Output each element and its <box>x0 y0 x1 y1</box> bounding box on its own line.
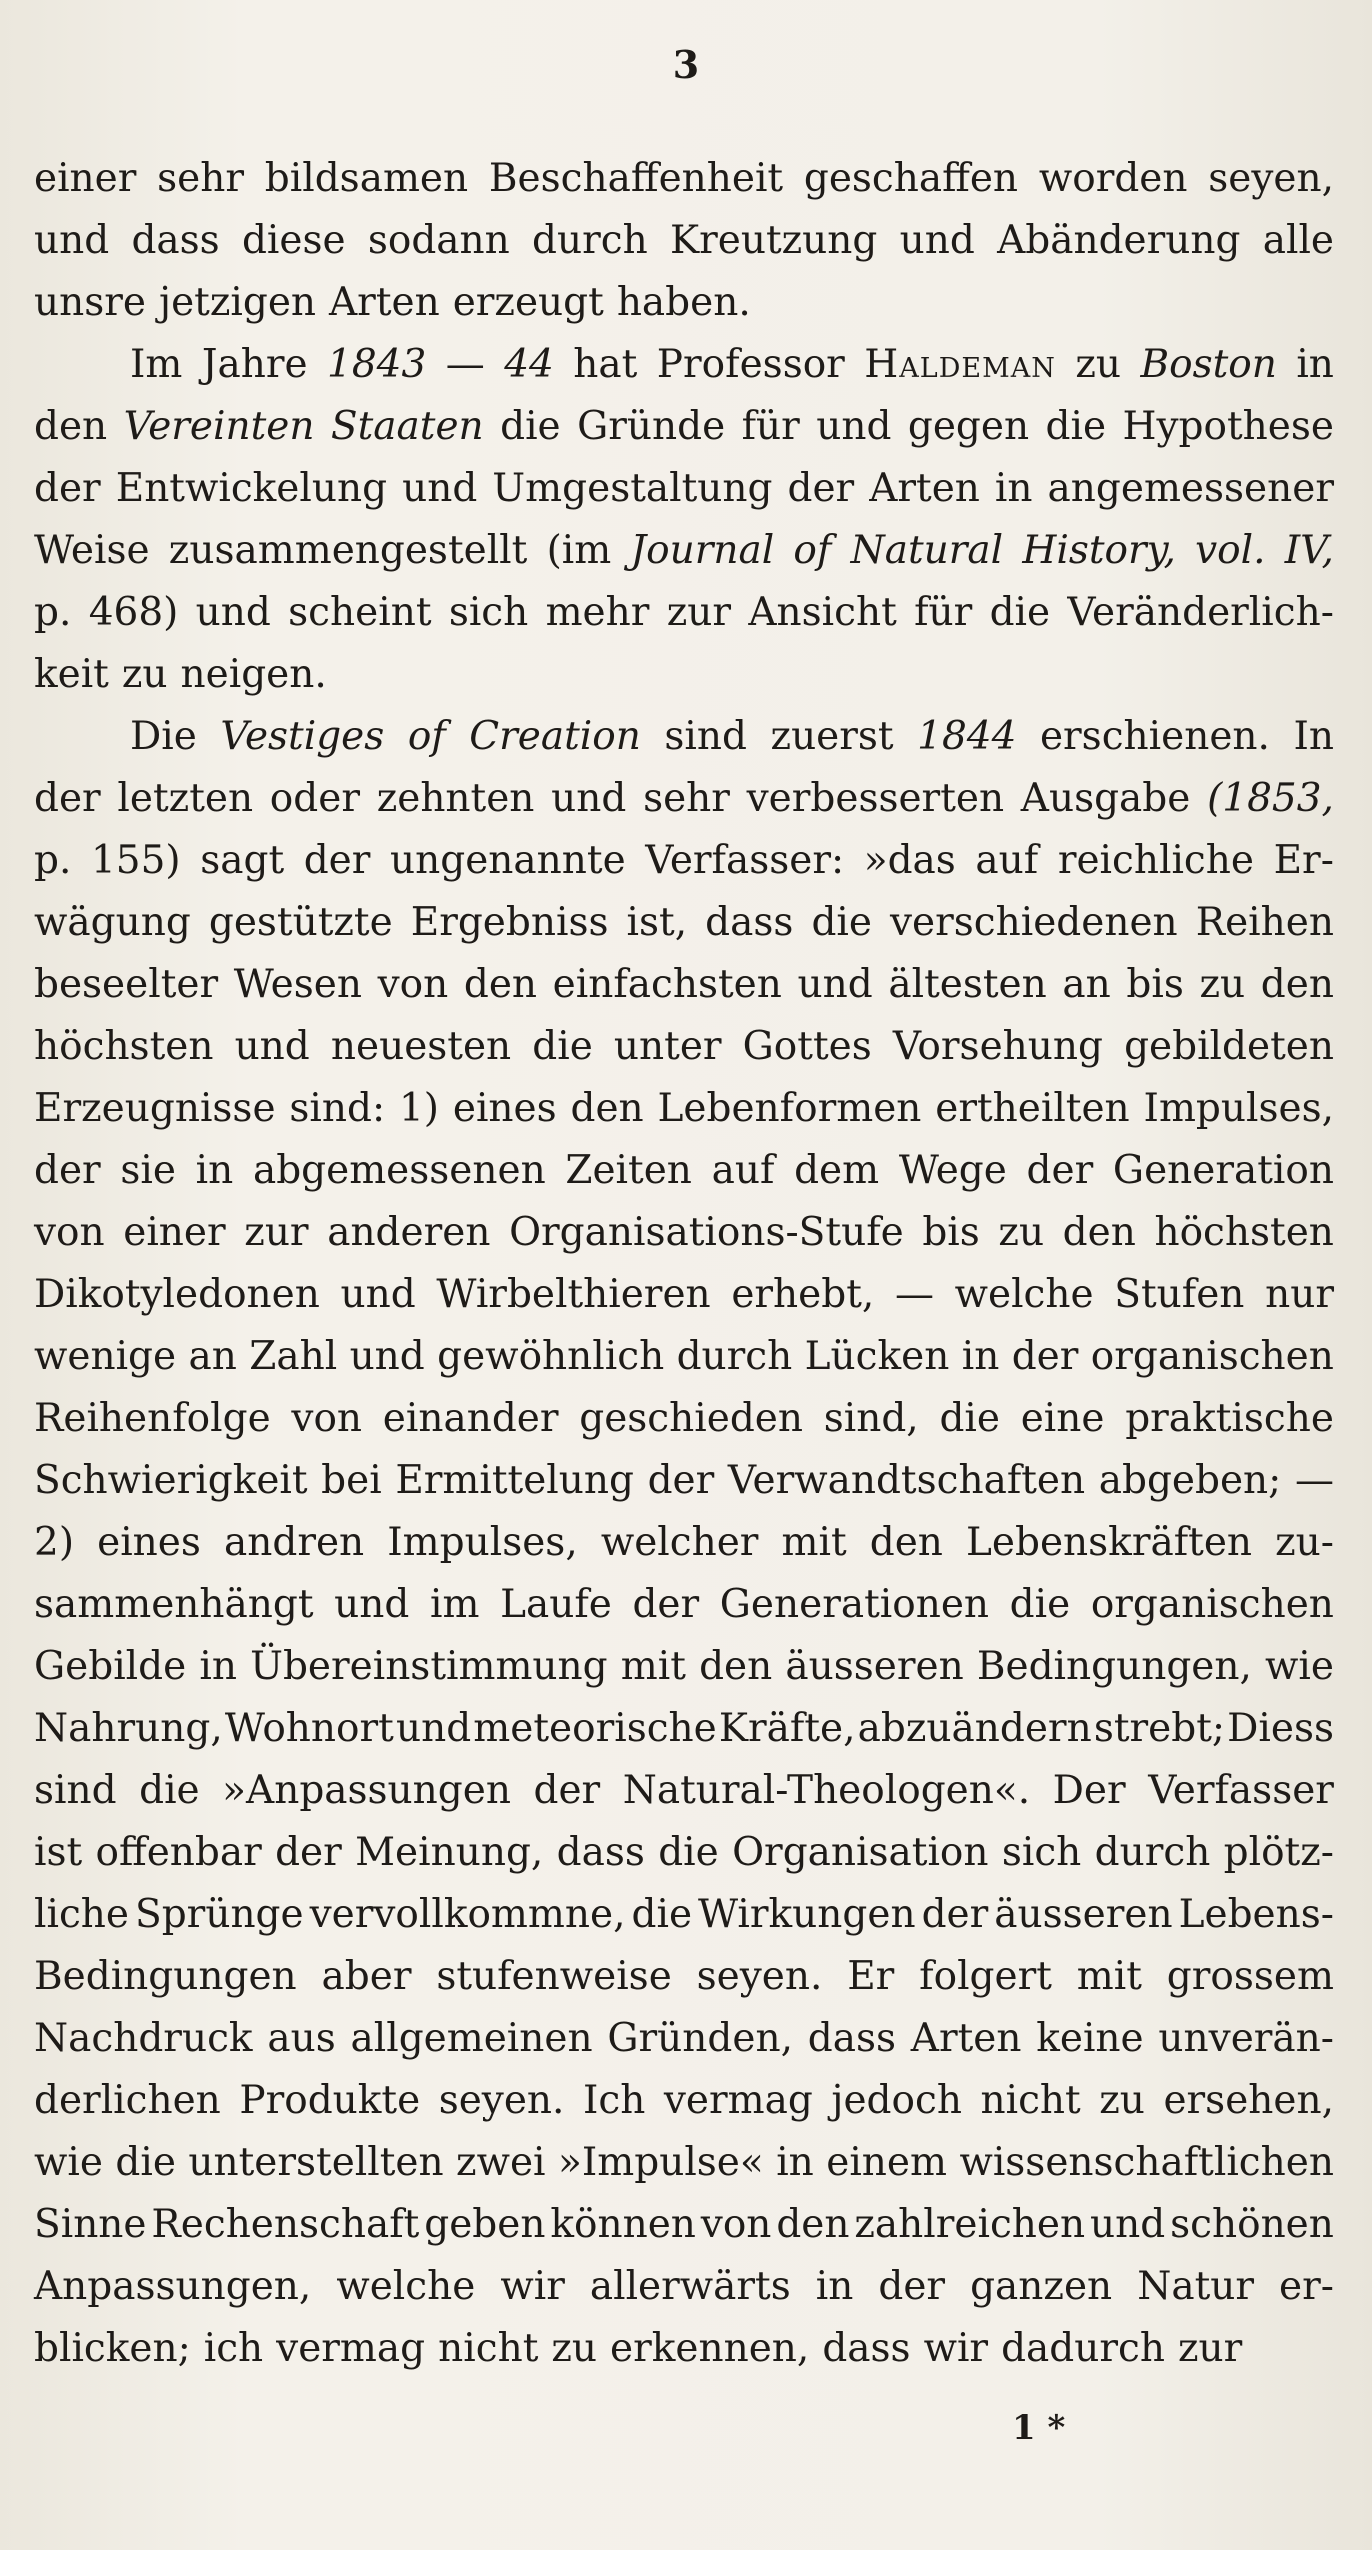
text-line: wenige an Zahl und gewöhnlich durch Lücken in der organischen <box>34 1334 1334 1379</box>
text-line: unsre jetzigen Arten erzeugt haben. <box>34 280 751 325</box>
text-line: liche Sprünge vervollkommne, die Wirkungen der äusseren Lebens- <box>34 1892 1334 1937</box>
text-line: beseelter Wesen von den einfachsten und ältesten an bis zu den <box>34 962 1334 1007</box>
text-line: p. 155) sagt der ungenannte Verfasser: »das auf reichliche Er- <box>34 838 1334 883</box>
text-line: Im Jahre 1843 — 44 hat Professor Haldeman zu Boston in <box>130 342 1334 387</box>
text-line: Reihenfolge von einander geschieden sind, die eine praktische <box>34 1396 1334 1441</box>
text-line: der sie in abgemessenen Zeiten auf dem Wege der Generation <box>34 1148 1334 1193</box>
text-line: wie die unterstellten zwei »Impulse« in einem wissenschaftlichen <box>34 2140 1334 2185</box>
text-line: einer sehr bildsamen Beschaffenheit geschaffen worden seyen, <box>34 156 1334 201</box>
text-line: Nahrung, Wohnort und meteorische Kräfte, abzuändern strebt; Diess <box>34 1706 1334 1751</box>
text-line: Sinne Rechenschaft geben können von den zahlreichen und schönen <box>34 2202 1334 2247</box>
text-line: ist offenbar der Meinung, dass die Organisation sich durch plötz- <box>34 1830 1334 1875</box>
text-line: höchsten und neuesten die unter Gottes Vorsehung gebildeten <box>34 1024 1334 1069</box>
text-line: Schwierigkeit bei Ermittelung der Verwandtschaften abgeben; — <box>34 1458 1334 1503</box>
text-line: der Entwickelung und Umgestaltung der Arten in angemessener <box>34 466 1334 511</box>
text-line: von einer zur anderen Organisations-Stufe bis zu den höchsten <box>34 1210 1334 1255</box>
text-line: keit zu neigen. <box>34 652 327 697</box>
text-line: den Vereinten Staaten die Gründe für und gegen die Hypothese <box>34 404 1334 449</box>
text-line: blicken; ich vermag nicht zu erkennen, dass wir dadurch zur <box>34 2326 1243 2371</box>
text-line: Dikotyledonen und Wirbelthieren erhebt, — welche Stufen nur <box>34 1272 1334 1317</box>
text-line: wägung gestützte Ergebniss ist, dass die verschiedenen Reihen <box>34 900 1334 945</box>
text-line: Erzeugnisse sind: 1) eines den Lebenformen ertheilten Impulses, <box>34 1086 1334 1131</box>
text-line: der letzten oder zehnten und sehr verbesserten Ausgabe (1853, <box>34 776 1334 821</box>
text-line: und dass diese sodann durch Kreutzung und Abänderung alle <box>34 218 1334 263</box>
text-line: Weise zusammengestellt (im Journal of Natural History, vol. IV, <box>34 528 1334 573</box>
signature-mark: 1 * <box>1012 2408 1066 2448</box>
text-line: Anpassungen, welche wir allerwärts in der ganzen Natur er- <box>34 2264 1334 2309</box>
text-line: p. 468) und scheint sich mehr zur Ansicht für die Veränderlich- <box>34 590 1334 635</box>
text-line: Bedingungen aber stufenweise seyen. Er folgert mit grossem <box>34 1954 1334 1999</box>
text-line: sammenhängt und im Laufe der Generationen die organischen <box>34 1582 1334 1627</box>
text-line: Die Vestiges of Creation sind zuerst 1844 erschienen. In <box>130 714 1334 759</box>
text-line: Gebilde in Übereinstimmung mit den äusseren Bedingungen, wie <box>34 1644 1334 1689</box>
text-line: sind die »Anpassungen der Natural-Theologen«. Der Verfasser <box>34 1768 1334 1813</box>
body-text <box>34 148 1334 2380</box>
text-line: Nachdruck aus allgemeinen Gründen, dass Arten keine unverän- <box>34 2016 1334 2061</box>
page-number: 3 <box>672 42 700 87</box>
text-line: derlichen Produkte seyen. Ich vermag jedoch nicht zu ersehen, <box>34 2078 1334 2123</box>
text-line: 2) eines andren Impulses, welcher mit den Lebenskräften zu- <box>34 1520 1334 1565</box>
